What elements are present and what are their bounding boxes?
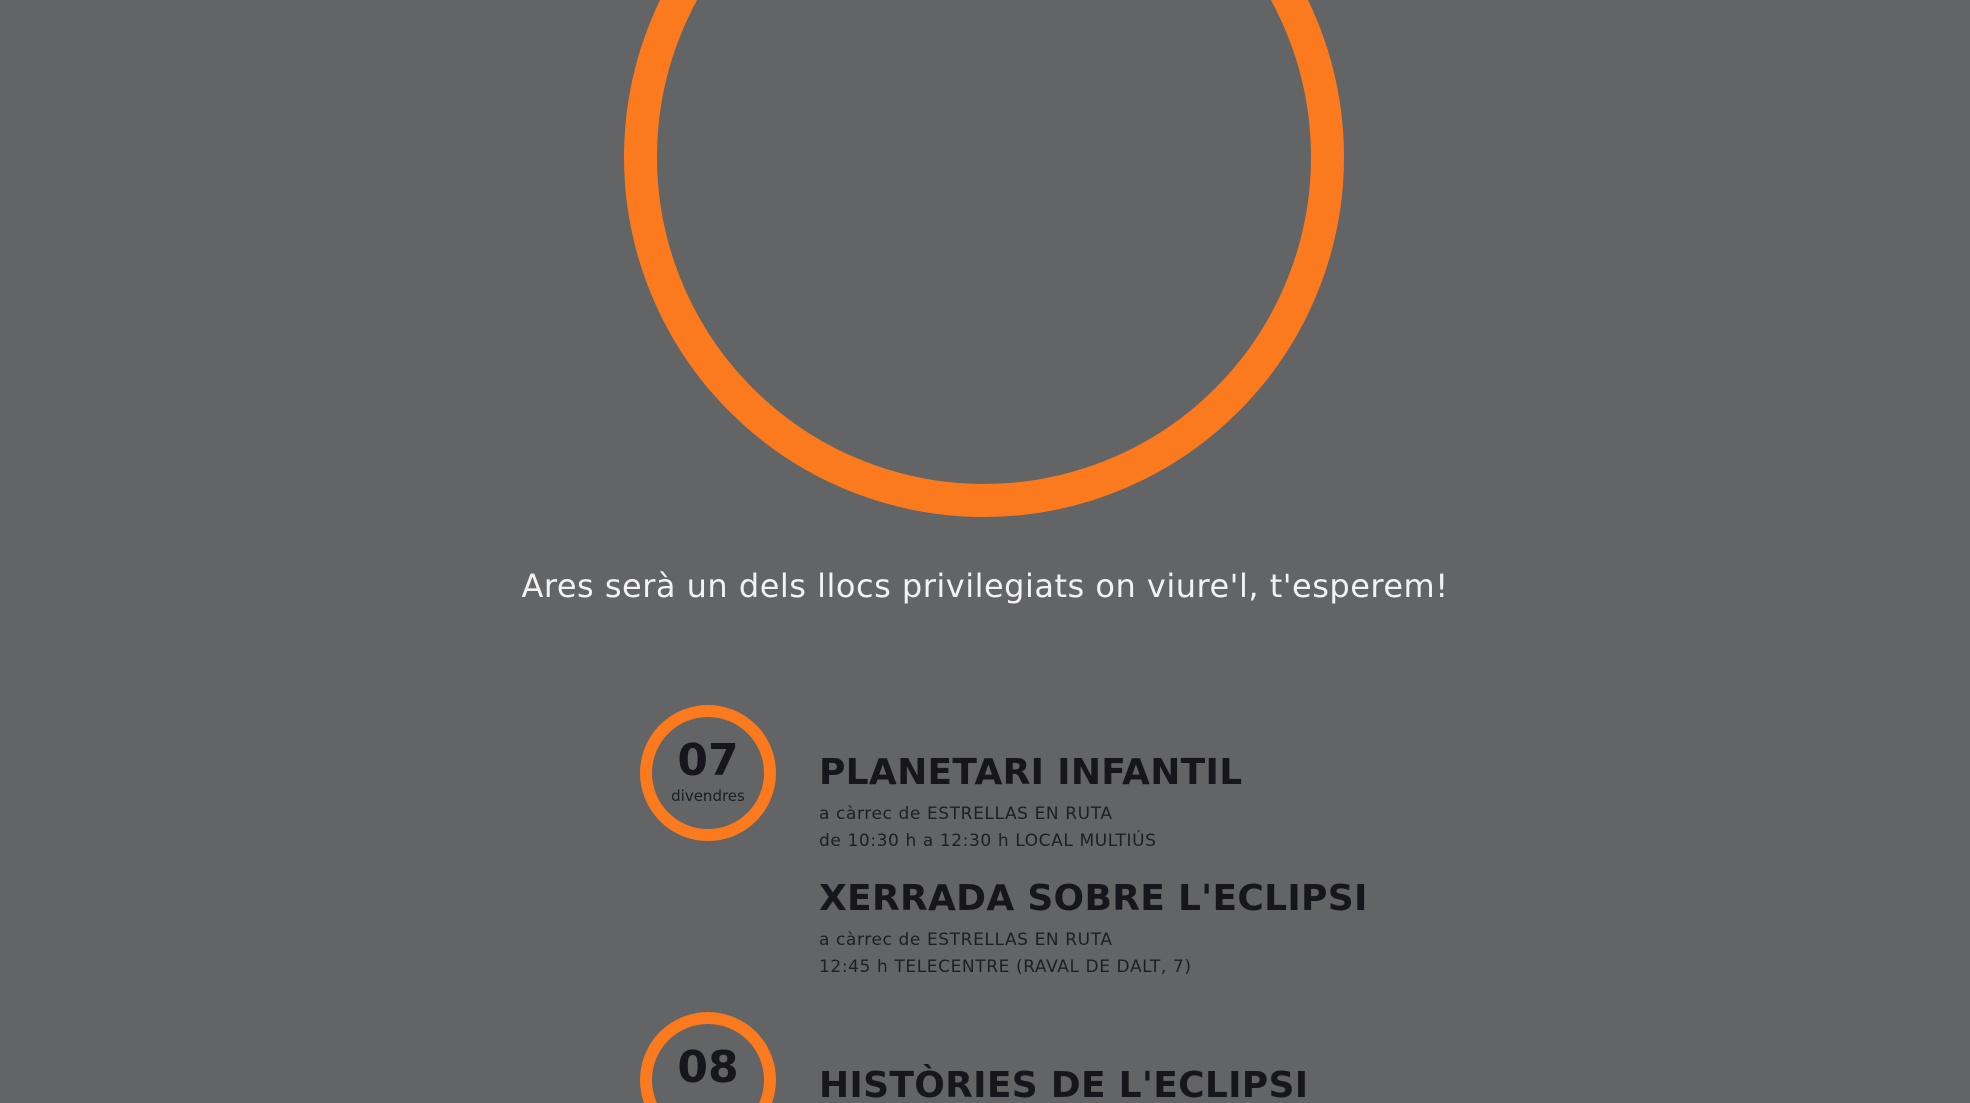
event-planetari-infantil (819, 751, 1242, 855)
event-time-place: 12:45 h TELECENTRE (RAVAL DE DALT, 7) (819, 957, 1192, 977)
day-weekday: divendres (671, 787, 745, 805)
event-title: XERRADA SOBRE L'ECLIPSI (819, 878, 1368, 919)
event-xerrada-eclipsi (819, 877, 1368, 981)
eclipse-ring-graphic (624, 0, 1344, 517)
event-time-place: de 10:30 h a 12:30 h LOCAL MULTIÚS (819, 831, 1157, 851)
day-number: 07 (677, 735, 739, 786)
event-organizer: a càrrec de ESTRELLAS EN RUTA (819, 930, 1113, 950)
day-badge-07 (640, 705, 776, 841)
event-historie-eclipsi (819, 1064, 1308, 1103)
event-title: PLANETARI INFANTIL (819, 752, 1243, 793)
day-number: 08 (677, 1042, 739, 1093)
day-badge-08 (640, 1012, 776, 1103)
tagline: Ares serà un dels llocs privilegiats on viure'l, t'esperem! (521, 567, 1449, 605)
event-organizer: a càrrec de ESTRELLAS EN RUTA (819, 804, 1113, 824)
event-title: HISTÒRIES DE L'ECLIPSI (819, 1065, 1309, 1103)
